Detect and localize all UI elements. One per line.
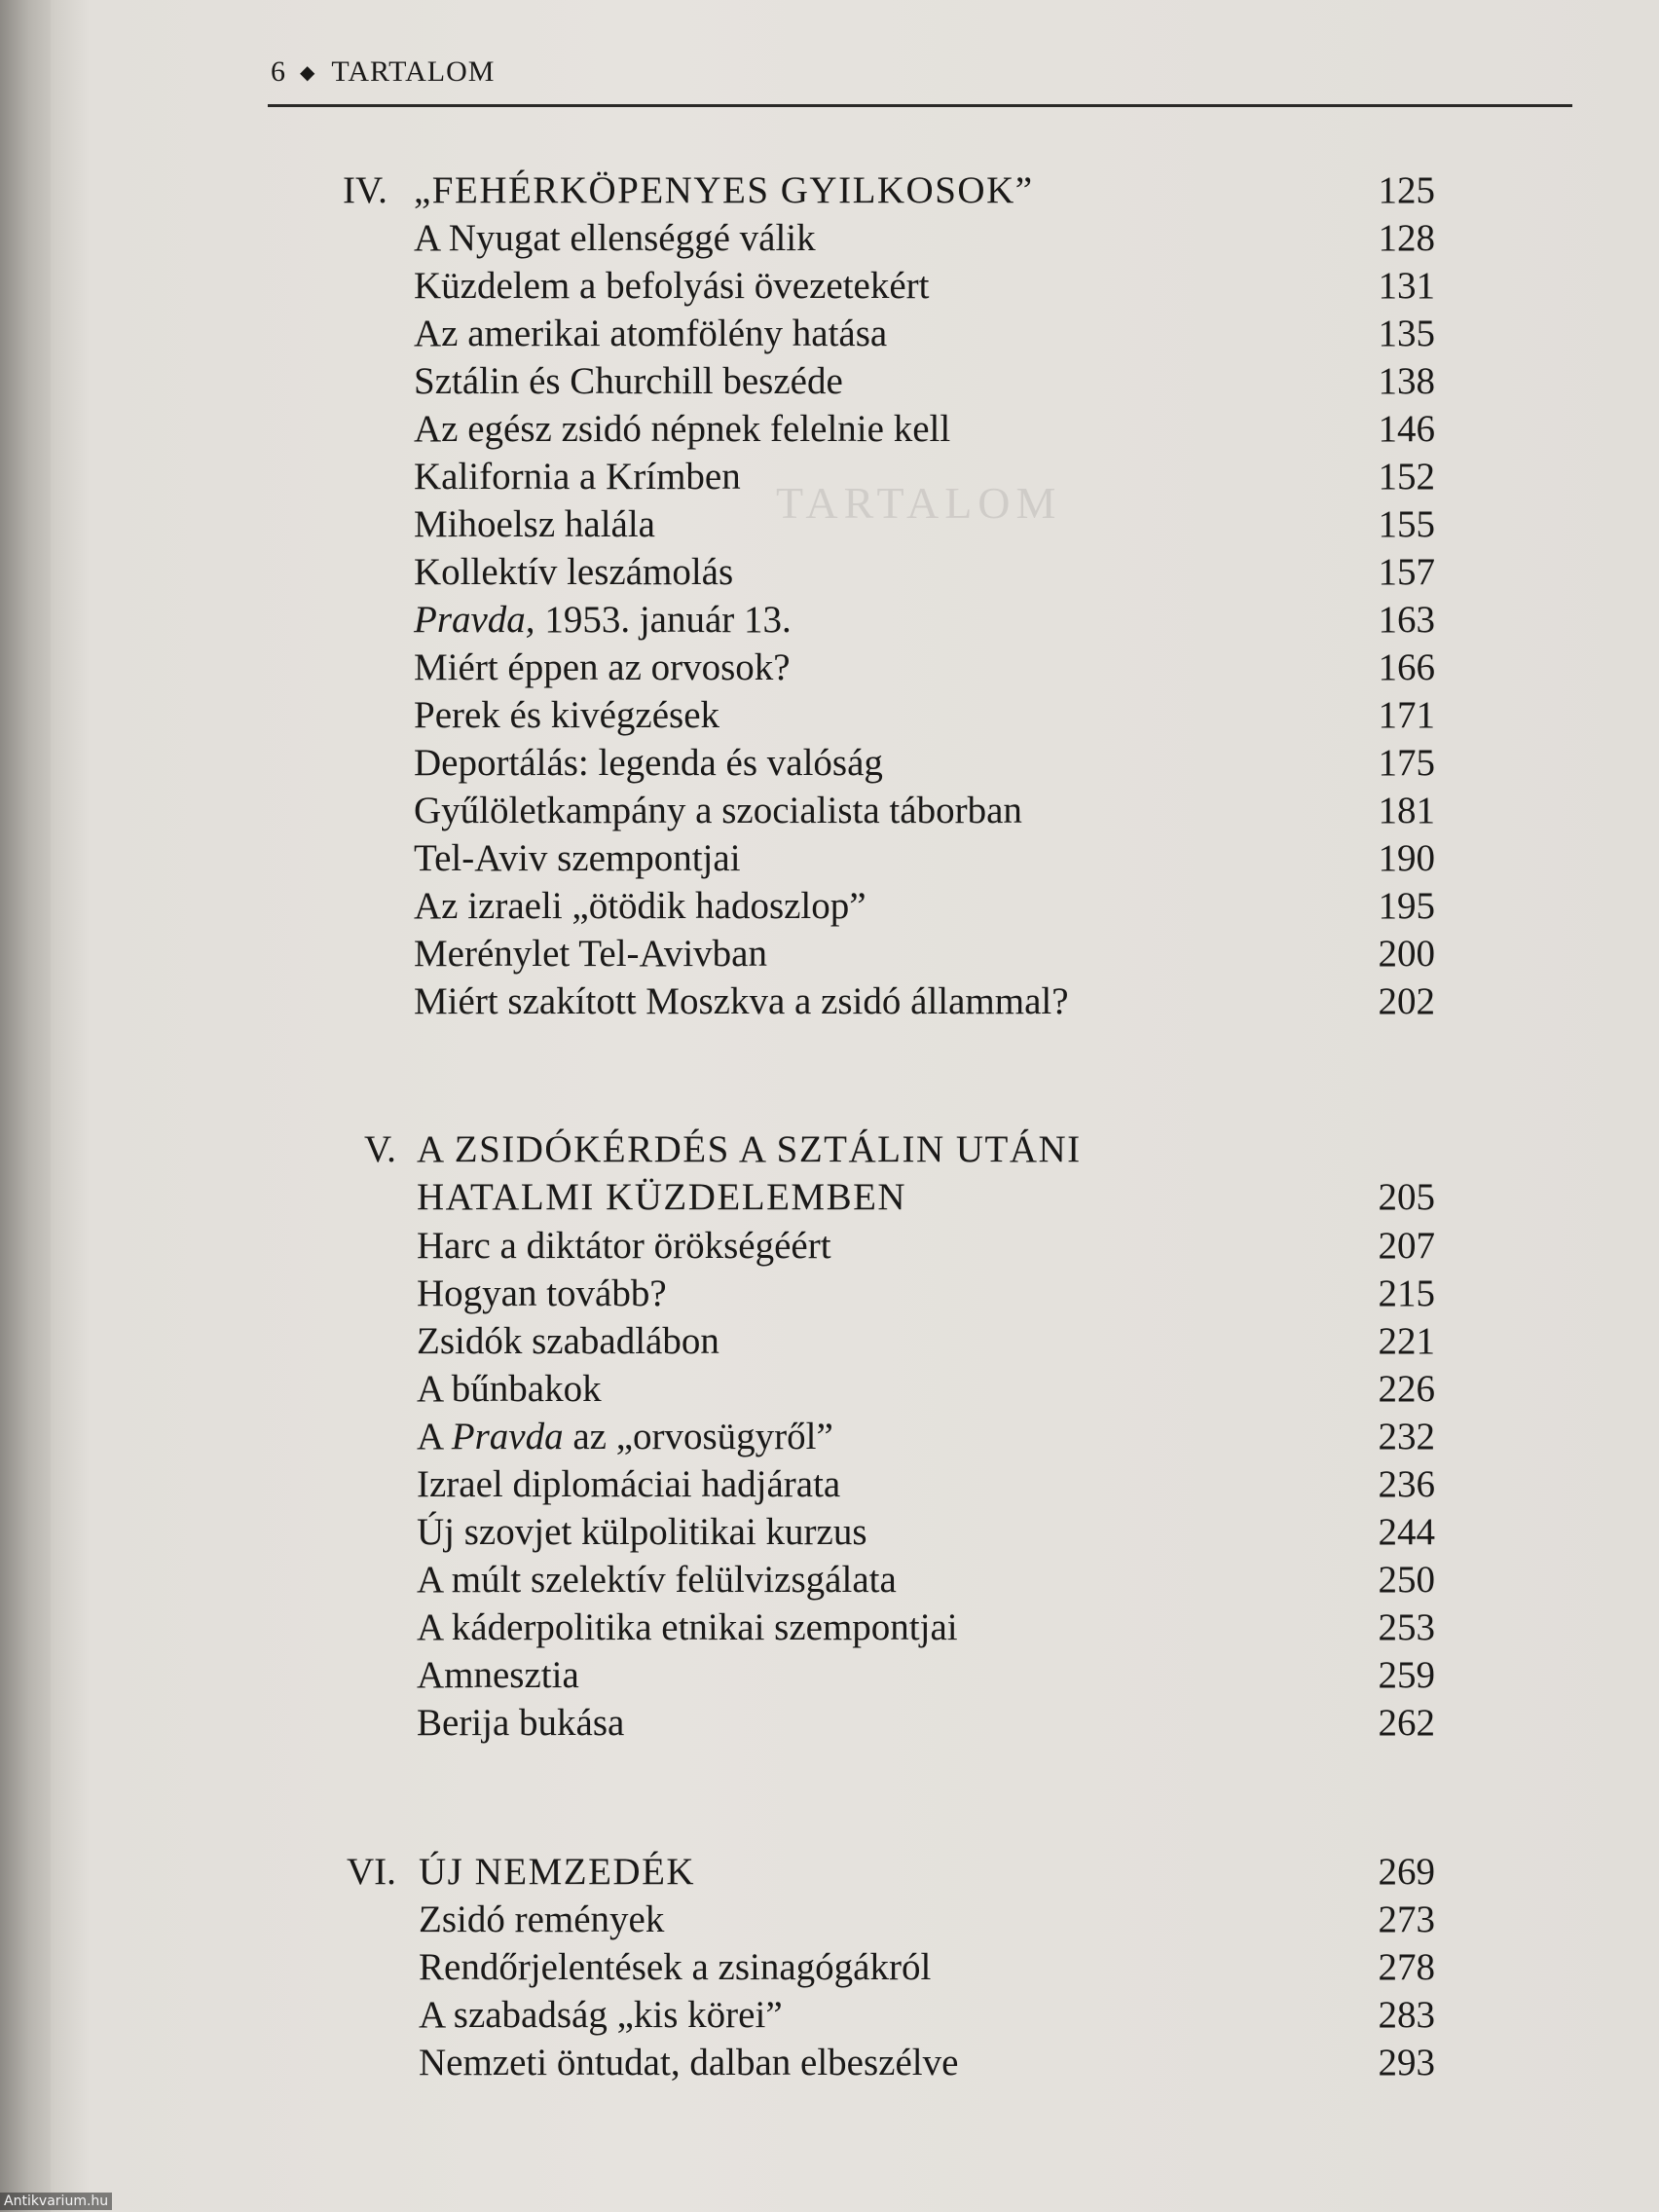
toc-entry: Az izraeli „ötödik hadoszlop” <box>414 885 866 927</box>
toc-entry: Sztálin és Churchill beszéde <box>414 360 843 402</box>
toc-page: 283 <box>1378 1994 1435 2036</box>
toc-entry: Deportálás: legenda és valóság <box>414 742 883 784</box>
toc-page: 157 <box>1378 551 1435 593</box>
toc-page: 146 <box>1378 408 1435 450</box>
toc-page: 293 <box>1378 2042 1435 2083</box>
toc-entry: Harc a diktátor örökségéért <box>417 1225 831 1267</box>
toc-page: 200 <box>1378 933 1435 975</box>
toc-page: 135 <box>1378 313 1435 354</box>
toc-entry: Rendőrjelentések a zsinagógákról <box>419 1946 932 1988</box>
toc-entry: Mihoelsz halála <box>414 503 655 545</box>
toc-page: 221 <box>1378 1320 1435 1362</box>
toc-entry-pre: A <box>417 1416 452 1457</box>
toc-page: 273 <box>1378 1899 1435 1940</box>
toc-page: 262 <box>1378 1702 1435 1744</box>
toc-entry-italic: Pravda <box>451 1416 564 1457</box>
toc-entry: Zsidó remények <box>419 1899 665 1940</box>
toc-entry: A múlt szelektív felülvizsgálata <box>417 1559 897 1601</box>
toc-entry: Az egész zsidó népnek felelnie kell <box>414 408 951 450</box>
watermark: Antikvarium.hu <box>0 2193 112 2210</box>
toc-entry <box>414 597 792 644</box>
toc-entry: A szabadság „kis körei” <box>419 1994 783 2036</box>
page-number: 6 <box>271 55 286 88</box>
toc-page: 253 <box>1378 1606 1435 1648</box>
toc-page: 202 <box>1378 980 1435 1022</box>
chapter-numeral: V. <box>364 1128 396 1170</box>
toc-page: 226 <box>1378 1368 1435 1410</box>
chapter-title: ÚJ NEMZEDÉK <box>419 1851 696 1893</box>
toc-entry <box>417 1414 833 1460</box>
toc-entry: Küzdelem a befolyási övezetekért <box>414 265 930 307</box>
toc-entry: Berija bukása <box>417 1702 625 1744</box>
toc-entry: Nemzeti öntudat, dalban elbeszélve <box>419 2042 959 2083</box>
chapter-page: 205 <box>1378 1176 1435 1218</box>
chapter-title-line1: A ZSIDÓKÉRDÉS A SZTÁLIN UTÁNI <box>417 1128 1082 1170</box>
toc-entry: Új szovjet külpolitikai kurzus <box>417 1511 867 1553</box>
toc-entry: Hogyan tovább? <box>417 1272 667 1314</box>
toc-entry: Kalifornia a Krímben <box>414 456 741 498</box>
toc-entry: Az amerikai atomfölény hatása <box>414 313 888 354</box>
toc-page: 232 <box>1378 1416 1435 1457</box>
toc-entry-rest: az „orvosügyről” <box>563 1416 833 1457</box>
toc-entry: A káderpolitika etnikai szempontjai <box>417 1606 958 1648</box>
toc-entry: A bűnbakok <box>417 1368 602 1410</box>
toc-page: 131 <box>1378 265 1435 307</box>
toc-page: 128 <box>1378 217 1435 259</box>
toc-page: 171 <box>1378 694 1435 736</box>
toc-entry: Miért éppen az orvosok? <box>414 646 791 688</box>
chapter-title: „FEHÉRKÖPENYES GYILKOSOK” <box>414 169 1034 211</box>
toc-page: 152 <box>1378 456 1435 498</box>
toc-entry: Merénylet Tel-Avivban <box>414 933 767 975</box>
toc-page: 190 <box>1378 837 1435 879</box>
chapter-numeral: VI. <box>347 1851 396 1893</box>
toc-entry-rest: 1953. január 13. <box>535 599 792 641</box>
toc-page: 163 <box>1378 599 1435 641</box>
toc-page: 181 <box>1378 790 1435 831</box>
toc-page: 259 <box>1378 1654 1435 1696</box>
toc-entry: Amnesztia <box>417 1654 579 1696</box>
toc-entry: Tel-Aviv szempontjai <box>414 837 741 879</box>
toc-page: 278 <box>1378 1946 1435 1988</box>
toc-page: 155 <box>1378 503 1435 545</box>
toc-entry: Gyűlöletkampány a szocialista táborban <box>414 790 1022 831</box>
toc-entry: Zsidók szabadlábon <box>417 1320 719 1362</box>
chapter-page: 125 <box>1378 169 1435 211</box>
toc-page: 166 <box>1378 646 1435 688</box>
toc-page: 138 <box>1378 360 1435 402</box>
toc-page: 195 <box>1378 885 1435 927</box>
toc-page: 175 <box>1378 742 1435 784</box>
toc-entry: Miért szakított Moszkva a zsidó állammal? <box>414 980 1069 1022</box>
toc-page: 244 <box>1378 1511 1435 1553</box>
chapter-numeral: IV. <box>343 169 387 211</box>
toc-entry-italic: Pravda, <box>414 599 535 641</box>
toc-page: 207 <box>1378 1225 1435 1267</box>
toc-page: 215 <box>1378 1272 1435 1314</box>
toc-page: 236 <box>1378 1463 1435 1505</box>
chapter-title-line2: HATALMI KÜZDELEMBEN <box>417 1176 907 1218</box>
header-title: TARTALOM <box>331 55 496 88</box>
toc-entry: Perek és kivégzések <box>414 694 720 736</box>
chapter-page: 269 <box>1378 1851 1435 1893</box>
toc-entry: Kollektív leszámolás <box>414 551 734 593</box>
toc-entry: Izrael diplomáciai hadjárata <box>417 1463 841 1505</box>
diamond-icon: ◆ <box>300 61 316 84</box>
toc-entry: A Nyugat ellenséggé válik <box>414 217 816 259</box>
bleed-through-text: TARTALOM <box>776 478 1062 528</box>
toc-page: 250 <box>1378 1559 1435 1601</box>
